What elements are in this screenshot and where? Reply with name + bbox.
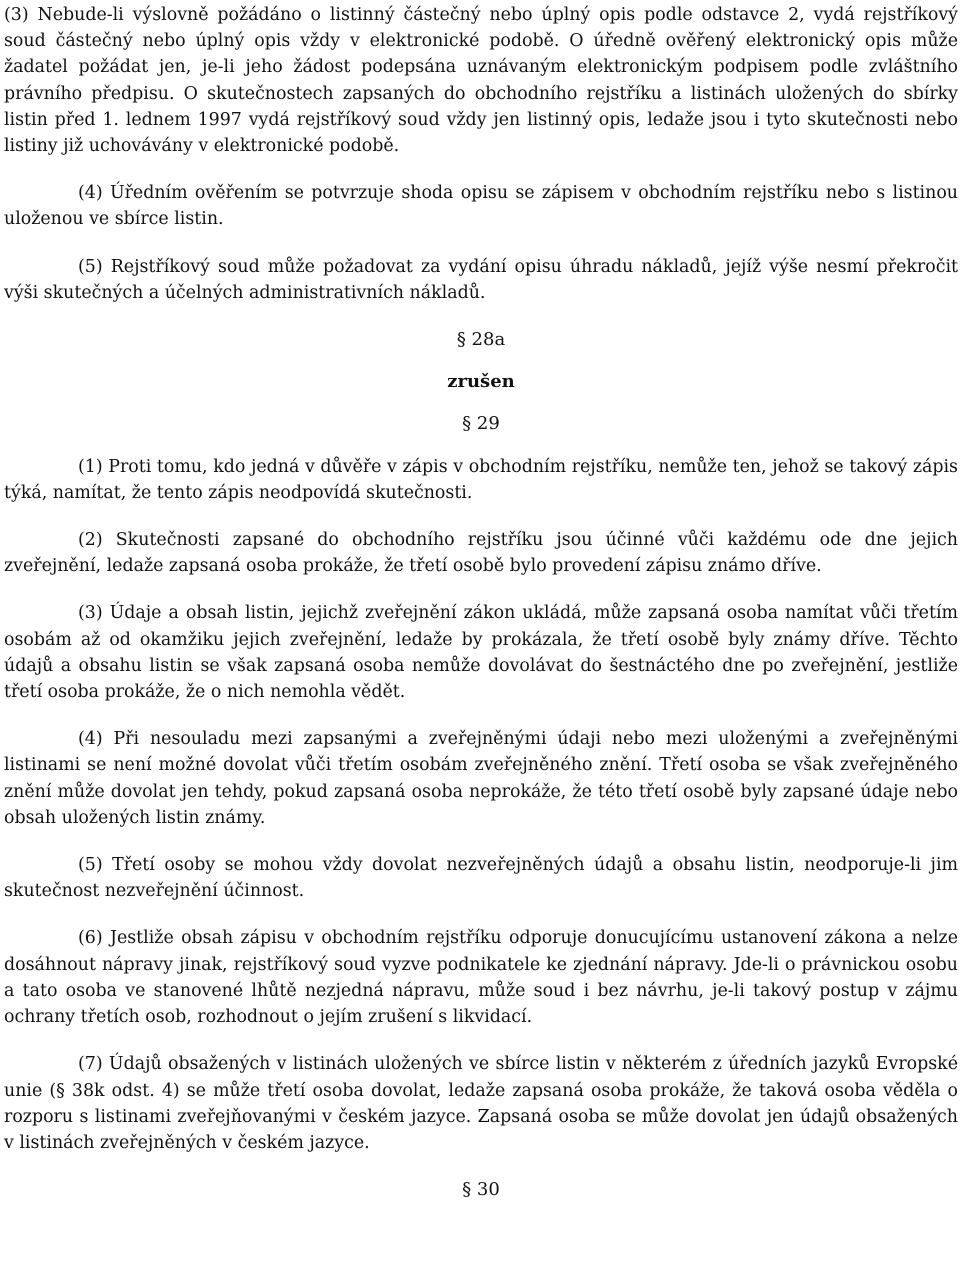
paragraph-29-6: (6) Jestliže obsah zápisu v obchodním rejstříku odporuje donucujícímu ustanovení zákona a nelze dosáhnout nápravy jinak, rejstříkový soud vyzve podnikatele ke zjednání nápravy. Jde-li o právnickou osobu a tato osoba ve stanovené lhůtě nezjedná nápravu, může soud i bez návrhu, je-li takový postup v zájmu ochrany třetích osob, rozhodnout o jejím zrušení s likvidací. xyxy=(4,928,958,1028)
paragraph-28-3: (3) Nebude-li výslovně požádáno o listinný částečný nebo úplný opis podle odstavce 2, vydá rejstříkový soud částečný nebo úplný opis vždy v elektronické podobě. O úředně ověřený elektronický opis může žadatel požádat jen, je-li jeho žádost podepsána uznávaným elektronickým podpisem podle zvláštního právního předpisu. O skutečnostech zapsaných do obchodního rejstříku a listinách uložených do sbírky listin před 1. lednem 1997 vydá rejstříkový soud vždy jen listinný opis, ledaže jsou i tyto skutečnosti nebo listiny již uchovávány v elektronické podobě. xyxy=(4,5,958,157)
paragraph-28-4: (4) Úředním ověřením se potvrzuje shoda opisu se zápisem v obchodním rejstříku nebo s listinou uloženou ve sbírce listin. xyxy=(4,183,958,230)
paragraph-29-3: (3) Údaje a obsah listin, jejichž zveřejnění zákon ukládá, může zapsaná osoba namítat vůči třetím osobám až od okamžiku jejich zveřejnění, ledaže by prokázala, že třetí osobě byly známy dříve. Těchto údajů a obsahu listin se však zapsaná osoba nemůže dovolávat do šestnáctého dne po zveřejnění, jestliže třetí osoba prokáže, že o nich nemohla vědět. xyxy=(4,603,958,703)
section-30-heading: § 30 xyxy=(462,1179,500,1201)
paragraph-28-5: (5) Rejstříkový soud může požadovat za vydání opisu úhradu nákladů, jejíž výše nesmí překročit výši skutečných a účelných administrativních nákladů. xyxy=(4,256,958,303)
section-29-heading: § 29 xyxy=(462,413,500,435)
paragraph-29-7: (7) Údajů obsažených v listinách uložených ve sbírce listin v některém z úředních jazyků Evropské unie (§ 38k odst. 4) se může třetí osoba dovolat, ledaže zapsaná osoba prokáže, že taková osoba věděla o rozporu s listinami zveřejňovanými v českém jazyce. Zapsaná osoba se může dovolat jen údajů obsažených v listinách zveřejněných v českém jazyce. xyxy=(4,1054,958,1153)
section-28a-heading: § 28a xyxy=(456,329,506,351)
paragraph-29-4: (4) Při nesouladu mezi zapsanými a zveřejněnými údaji nebo mezi uloženými a zveřejněnými listinami se není možné dovolat vůči třetím osobám zveřejněného znění. Třetí osoba se však zveřejněného znění může dovolat jen tehdy, pokud zapsaná osoba neprokáže, že této třetí osobě byly zapsané údaje nebo obsah uložených listin známy. xyxy=(4,729,958,828)
paragraph-29-1: (1) Proti tomu, kdo jedná v důvěře v zápis v obchodním rejstříku, nemůže ten, jehož se takový zápis týká, namítat, že tento zápis neodpovídá skutečnosti. xyxy=(4,456,958,503)
section-28a-status: zrušen xyxy=(447,371,515,393)
document-page xyxy=(4,2,958,1203)
paragraph-29-5: (5) Třetí osoby se mohou vždy dovolat nezveřejněných údajů a obsahu listin, neodporuje-li jim skutečnost nezveřejnění účinnost. xyxy=(4,855,958,902)
paragraph-29-2: (2) Skutečnosti zapsané do obchodního rejstříku jsou účinné vůči každému ode dne jejich zveřejnění, ledaže zapsaná osoba prokáže, že třetí osobě bylo provedení zápisu známo dříve. xyxy=(4,530,958,577)
